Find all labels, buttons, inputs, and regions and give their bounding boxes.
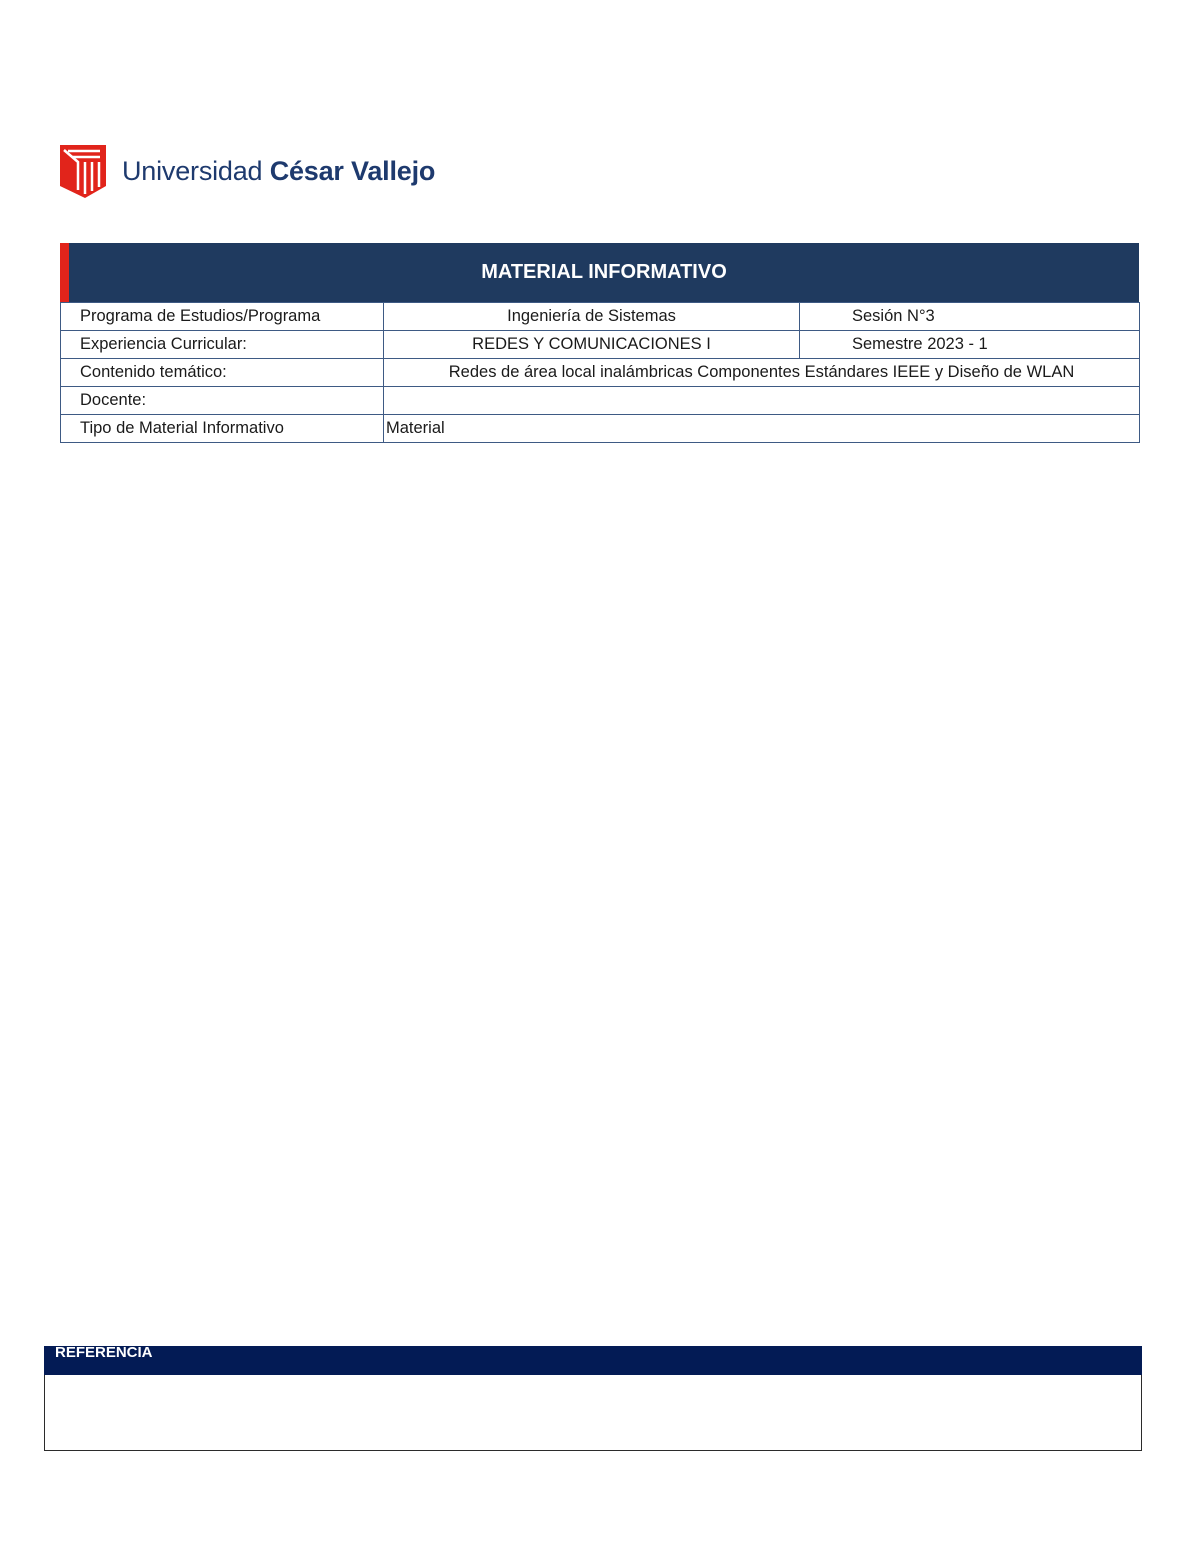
contenido-value: Redes de área local inalámbricas Componentes Estándares IEEE y Diseño de WLAN [384,359,1140,387]
ucv-shield-icon [58,142,108,200]
contenido-label: Contenido temático: [61,359,384,387]
tipo-value: Material [384,415,1140,443]
table-row-tipo [61,415,1140,443]
reference-section [44,1346,1142,1451]
docente-label: Docente: [61,387,384,415]
semestre-value: Semestre 2023 - 1 [800,331,1140,359]
university-name [122,156,435,187]
table-row-experiencia [61,331,1140,359]
programa-label: Programa de Estudios/Programa [61,303,384,331]
info-table [60,302,1140,443]
info-section [60,243,1139,443]
table-row-programa [61,303,1140,331]
table-row-contenido [61,359,1140,387]
docente-value [384,387,1140,415]
sesion-value: Sesión N°3 [800,303,1140,331]
programa-value: Ingeniería de Sistemas [384,303,800,331]
info-title: MATERIAL INFORMATIVO [60,243,1139,302]
university-name-regular: Universidad [122,155,263,186]
university-logo [58,142,435,200]
experiencia-value: REDES Y COMUNICACIONES I [384,331,800,359]
table-row-docente [61,387,1140,415]
university-name-bold: César Vallejo [269,155,436,186]
reference-title: REFERENCIA [44,1346,1142,1375]
tipo-label: Tipo de Material Informativo [61,415,384,443]
experiencia-label: Experiencia Curricular: [61,331,384,359]
reference-content [44,1375,1142,1451]
